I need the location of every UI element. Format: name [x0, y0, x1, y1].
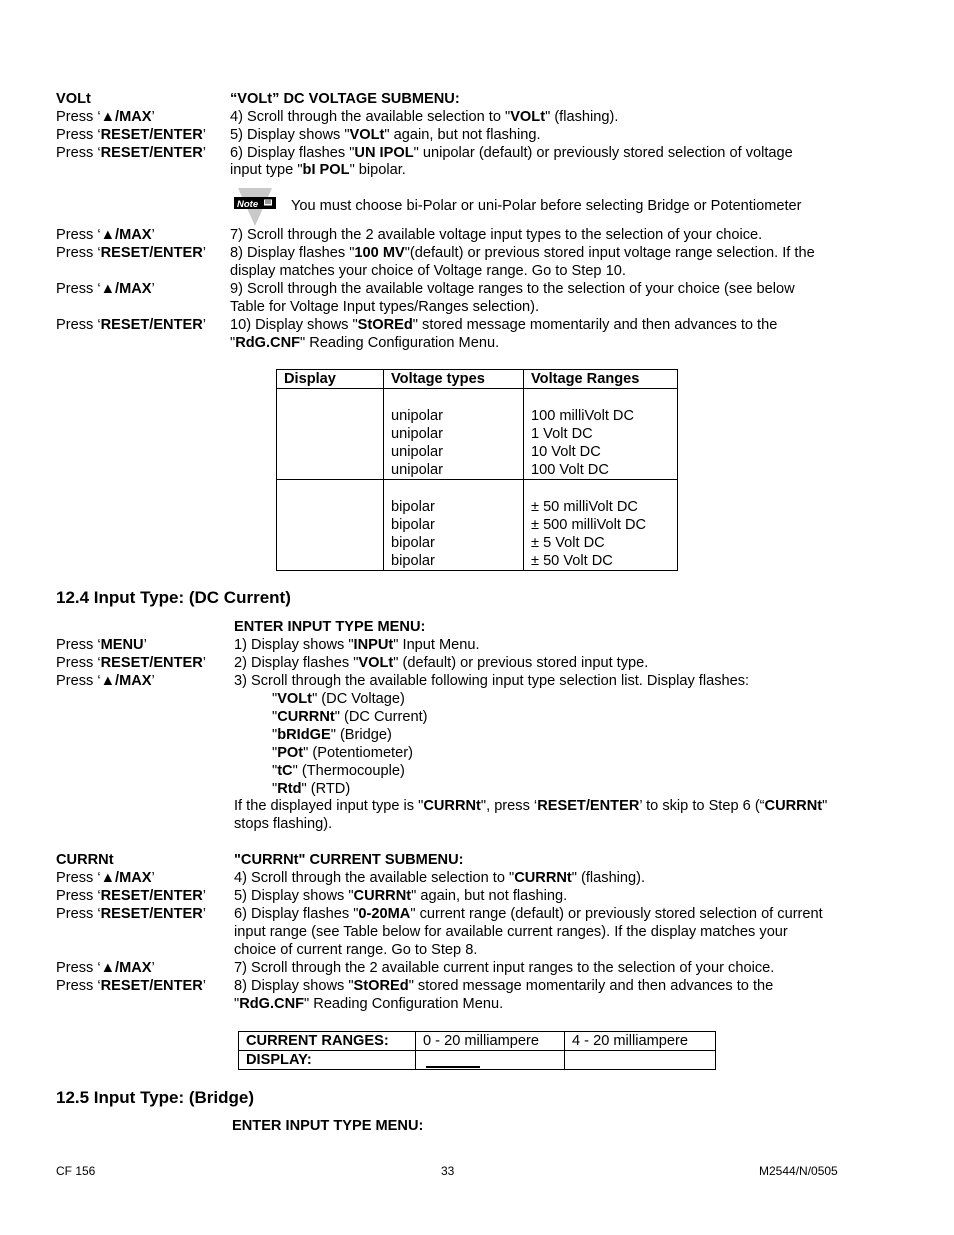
table-cell-line: bipolar [391, 499, 435, 515]
table-cell: DISPLAY: [239, 1051, 416, 1070]
input-type-list-item: "bRIdGE" (Bridge) [272, 727, 392, 743]
table-cell-line: 1 Volt DC [531, 426, 593, 442]
table-cell: 0 - 20 milliampere [416, 1032, 565, 1051]
table-cell: 4 - 20 milliampere [565, 1032, 716, 1051]
step-text: 10) Display shows "StOREd" stored message momentarily and then advances to the [230, 317, 778, 333]
table-cell-line: unipolar [391, 426, 443, 442]
table-cell [565, 1051, 716, 1070]
press-key-label: Press ‘▲/MAX’ [56, 109, 155, 125]
input-type-list-item: "Rtd" (RTD) [272, 781, 351, 797]
step-text: 5) Display shows "CURRNt" again, but not flashing. [234, 888, 568, 904]
step-text: "RdG.CNF" Reading Configuration Menu. [234, 996, 504, 1012]
table-cell-line: ± 5 Volt DC [531, 535, 605, 551]
step-text: 3) Scroll through the available following input type selection list. Display flashes: [234, 673, 750, 689]
section-12-5-title: 12.5 Input Type: (Bridge) [56, 1088, 255, 1107]
step-text: 1) Display shows "INPUt" Input Menu. [234, 637, 480, 653]
table-cell [277, 480, 384, 571]
step-text: 8) Display flashes "100 MV"(default) or previous stored input voltage range selection. If the [230, 245, 815, 261]
press-key-label: Press ‘RESET/ENTER’ [56, 906, 207, 922]
press-key-label: Press ‘▲/MAX’ [56, 227, 155, 243]
table-header-cell: Display [277, 370, 384, 389]
page-number: 33 [441, 1164, 455, 1178]
table-cell-line: 100 milliVolt DC [531, 408, 635, 424]
press-key-label: Press ‘▲/MAX’ [56, 870, 155, 886]
table-cell-ranges [524, 480, 678, 571]
press-key-label: Press ‘RESET/ENTER’ [56, 127, 207, 143]
table-header-row [277, 370, 678, 389]
table-cell-line: ± 500 milliVolt DC [531, 517, 647, 533]
table-cell-line: unipolar [391, 408, 443, 424]
step-text: "RdG.CNF" Reading Configuration Menu. [230, 335, 500, 351]
press-key-label: Press ‘RESET/ENTER’ [56, 145, 207, 161]
table-cell-ranges [524, 389, 678, 480]
input-type-list-item: "POt" (Potentiometer) [272, 745, 413, 761]
step-text: 7) Scroll through the 2 available voltage input types to the selection of your choice. [230, 227, 763, 243]
press-key-label: Press ‘RESET/ENTER’ [56, 245, 207, 261]
table-cell-line: bipolar [391, 517, 435, 533]
currnt-label: CURRNt [56, 852, 114, 868]
table-header-cell: Voltage types [384, 370, 524, 389]
step-text: 9) Scroll through the available voltage ranges to the selection of your choice (see below [230, 281, 795, 297]
table-cell-line: bipolar [391, 553, 435, 569]
table-cell-types [384, 480, 524, 571]
press-key-label: Press ‘MENU’ [56, 637, 147, 653]
table-row [239, 1032, 716, 1051]
currnt-submenu-heading: "CURRNt" CURRENT SUBMENU: [234, 852, 464, 868]
step-text: 7) Scroll through the 2 available current input ranges to the selection of your choice. [234, 960, 775, 976]
table-cell-line: unipolar [391, 462, 443, 478]
table-cell-line: bipolar [391, 535, 435, 551]
note-icon [234, 186, 276, 228]
skip-instruction-line2: stops flashing). [234, 816, 333, 832]
press-key-label: Press ‘▲/MAX’ [56, 281, 155, 297]
volt-submenu-heading: “VOLt” DC VOLTAGE SUBMENU: [230, 91, 460, 107]
volt-label: VOLt [56, 91, 91, 107]
step-text: 6) Display flashes "UN IPOL" unipolar (default) or previously stored selection of voltage [230, 145, 793, 161]
table-row-unipolar [277, 389, 678, 480]
input-type-list-item: "tC" (Thermocouple) [272, 763, 405, 779]
volt-step-6-continuation: input type "bI POL" bipolar. [230, 162, 406, 178]
step-text: 5) Display shows "VOLt" again, but not flashing. [230, 127, 541, 143]
step-text: 4) Scroll through the available selection to "VOLt" (flashing). [230, 109, 619, 125]
voltage-ranges-table [276, 369, 678, 571]
press-key-label: Press ‘RESET/ENTER’ [56, 317, 207, 333]
table-cell-line: 100 Volt DC [531, 462, 609, 478]
svg-text:Note: Note [237, 199, 259, 210]
table-cell-line: unipolar [391, 444, 443, 460]
table-row-bipolar [277, 480, 678, 571]
press-key-label: Press ‘RESET/ENTER’ [56, 888, 207, 904]
current-ranges-table [238, 1031, 716, 1070]
table-header-cell: Voltage Ranges [524, 370, 678, 389]
step-text: 4) Scroll through the available selection to "CURRNt" (flashing). [234, 870, 646, 886]
step-text: choice of current range. Go to Step 8. [234, 942, 478, 958]
step-text: 8) Display shows "StOREd" stored message momentarily and then advances to the [234, 978, 774, 994]
step-text: Table for Voltage Input types/Ranges selection). [230, 299, 540, 315]
press-key-label: Press ‘RESET/ENTER’ [56, 655, 207, 671]
table-cell-types [384, 389, 524, 480]
section-12-4-title: 12.4 Input Type: (DC Current) [56, 588, 291, 607]
table-cell [277, 389, 384, 480]
table-cell-line: ± 50 milliVolt DC [531, 499, 638, 515]
footer-right: M2544/N/0505 [759, 1164, 838, 1178]
input-type-list-item: "VOLt" (DC Voltage) [272, 691, 405, 707]
display-underline-mark [426, 1066, 480, 1068]
enter-input-type-menu-heading: ENTER INPUT TYPE MENU: [234, 619, 426, 635]
table-cell: CURRENT RANGES: [239, 1032, 416, 1051]
note-text: You must choose bi-Polar or uni-Polar before selecting Bridge or Potentiometer [291, 198, 802, 214]
enter-input-type-menu-heading-2: ENTER INPUT TYPE MENU: [232, 1118, 424, 1134]
footer-left: CF 156 [56, 1164, 96, 1178]
table-cell-line: 10 Volt DC [531, 444, 601, 460]
step-text: 6) Display flashes "0-20MA" current range (default) or previously stored selection of current [234, 906, 823, 922]
press-key-label: Press ‘▲/MAX’ [56, 673, 155, 689]
step-text: 2) Display flashes "VOLt" (default) or previous stored input type. [234, 655, 649, 671]
table-cell-line: ± 50 Volt DC [531, 553, 613, 569]
input-type-list-item: "CURRNt" (DC Current) [272, 709, 428, 725]
press-key-label: Press ‘▲/MAX’ [56, 960, 155, 976]
step-text: input range (see Table below for available current ranges). If the display matches your [234, 924, 788, 940]
skip-instruction-line1: If the displayed input type is "CURRNt", press ‘RESET/ENTER’ to skip to Step 6 (“CURRNt" [234, 798, 828, 814]
step-text: display matches your choice of Voltage range. Go to Step 10. [230, 263, 626, 279]
press-key-label: Press ‘RESET/ENTER’ [56, 978, 207, 994]
